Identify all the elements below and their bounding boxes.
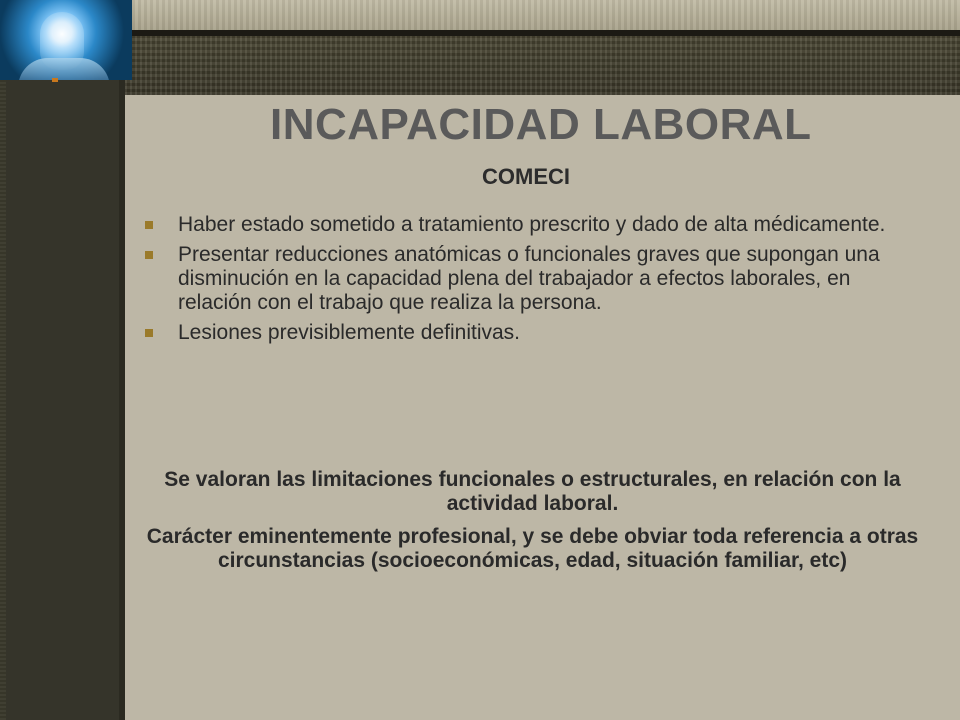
glowing-head-logo <box>0 0 132 80</box>
list-item <box>145 243 905 315</box>
slide-subtitle: COMECI <box>482 164 570 189</box>
logo-accent-mark <box>52 78 58 82</box>
paragraph-limitations: Se valoran las limitaciones funcionales o estructurales, en relación con la actividad laboral. <box>164 468 901 515</box>
top-light-stripe <box>132 0 960 30</box>
bullet-text: Presentar reducciones anatómicas o funcionales graves que supongan una disminución en la capacidad plena del trabajador a efectos laborales, en relación con el trabajo que realiza la persona. <box>178 243 880 314</box>
square-bullet-icon <box>145 329 153 337</box>
list-item <box>145 213 905 237</box>
left-column-edge <box>119 80 125 720</box>
left-column-inner <box>6 80 119 720</box>
square-bullet-icon <box>145 251 153 259</box>
bullet-text: Haber estado sometido a tratamiento prescrito y dado de alta médicamente. <box>178 213 886 236</box>
top-stripe-shadow <box>132 30 960 36</box>
list-item <box>145 321 905 345</box>
slide-title: INCAPACIDAD LABORAL <box>270 100 812 149</box>
square-bullet-icon <box>145 221 153 229</box>
bullet-list <box>145 213 905 351</box>
bullet-text: Lesiones previsiblemente definitivas. <box>178 321 521 344</box>
paragraph-professional: Carácter eminentemente profesional, y se debe obviar toda referencia a otras circunstancias (socioeconómicas, edad, situación familiar, etc) <box>146 525 919 572</box>
